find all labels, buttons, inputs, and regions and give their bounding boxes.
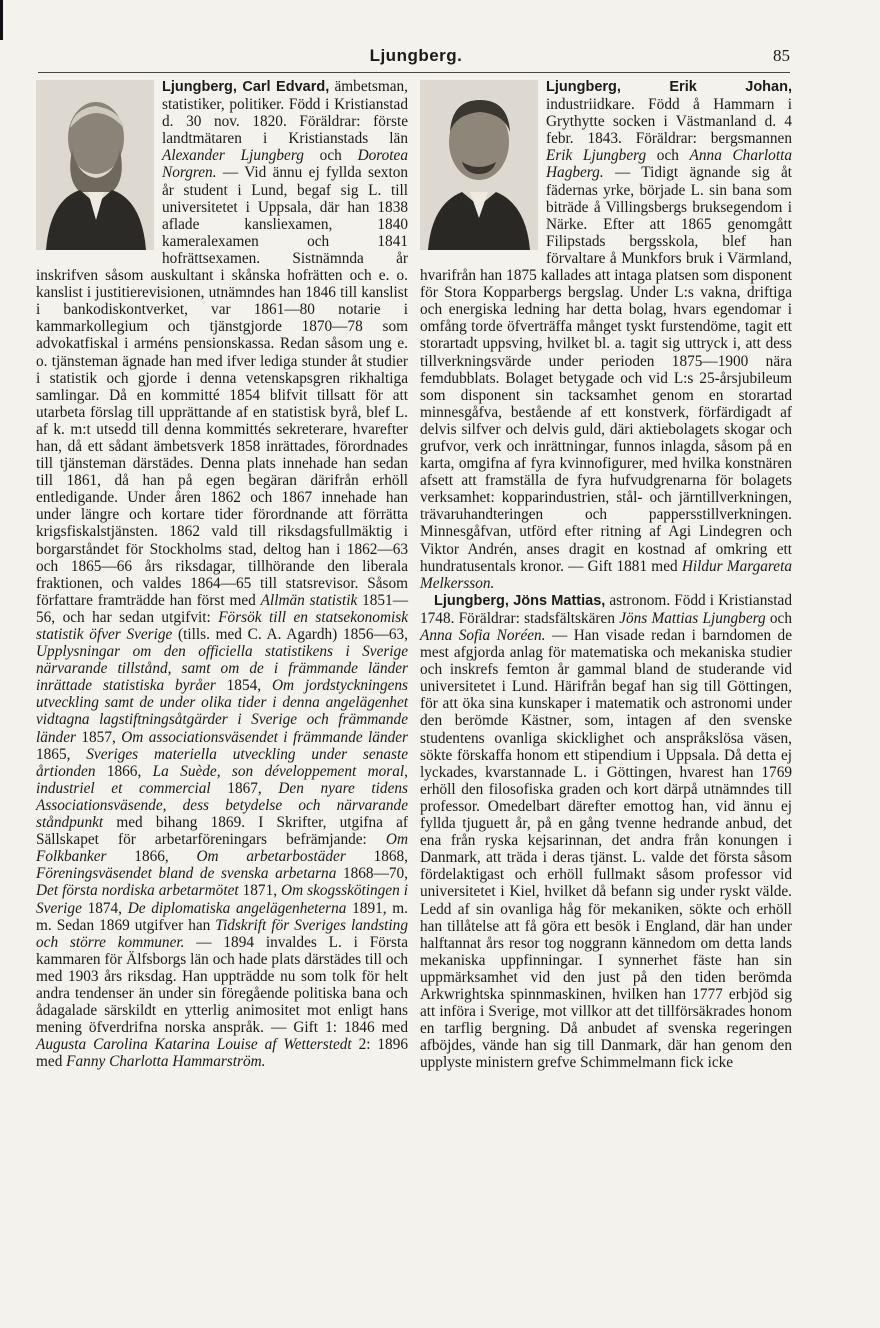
entry-italic: Alexander Ljungberg [162, 147, 304, 165]
entry-text: — Tidigt ägnande sig åt fädernas yrke, började L. sin bana som biträde å Villingsbergs bruksegendom i Närke. Efter att 1865 genomgått Filipstads bergsskola, blef han förvaltare å Munkfors bruk i Värmland, hvarifrån han 1875 kallades att intaga platsen som disponent för Stora Kopparbergs bergslag. Under L:s vakna, driftiga och energiska ledning har detta bolag, hvars egendomar i omfång torde öfverträffa månget tyskt furstendöme, tagit ett storartadt uppsving, hvilket bl. a. tagit sig uttryck i, att dess tillverkningsvärde under perioden 1875—1900 nära femdubblats. Bolaget betygade och vid L:s 25-årsjubileum som disponent sin tacksamhet genom en storartad minnesgåfva, bestående af ett konstverk, förfärdigadt af delvis silfver och delvis guld, däri aktiebolagets skogar och grufvor, verk och inrättningar, funnos inlagda, såsom på en karta, omgifna af fyra kvinnofigurer, med hvilka konstnären afsett att framställa de fyra hufvudgrenarna för bolagets verksamhet: kopparindustrien, stål- och järntillverkningen, trävaruhandteringen och pappersstillverkningen. Minnesgåfvan, utförd efter ritning af Agi Lindegren och Viktor Andrén, anses dragit en kostnad af omkring ett hundratusentals kronor. — Gift 1881 med [420, 164, 792, 575]
portrait-carl-edvard-image [36, 80, 154, 250]
entry-text: 1874, [81, 899, 128, 917]
entry-name-jons-mattias: Ljungberg, Jöns Mattias, [434, 592, 606, 609]
entry-text: — 1894 invaldes L. i Första kammaren för Älfsborgs län och hade plats därstädes till och med 1903 års riksdag. Han uppträdde nu som tolk för helt andra tendenser än under sin föregående politiska bana och ådagalade särskildt en ytterlig animositet mot enligt hans mening öfverdrifna norska anspråk. — Gift 1: 1846 med [36, 933, 408, 1037]
entry-text: 1865, [36, 745, 87, 763]
entry-italic: Det första nordiska arbetarmötet [36, 882, 239, 900]
entry-text: och [303, 147, 358, 165]
entry-text: astronom. Född i Kristianstad 1748. Föräldrar: stadsfältskären [420, 591, 792, 627]
portrait-erik-johan-image [420, 80, 538, 250]
entry-italic: Augusta Carolina Katarina Louise af Wetterstedt [36, 1036, 352, 1054]
entry-text: 1868—70, [336, 865, 408, 883]
header-rule [38, 72, 790, 73]
entry-italic: Fanny Charlotta Hammarström. [66, 1053, 266, 1071]
entry-text: 1854, [215, 677, 272, 695]
entry-text: 1891, m. m. Sedan 1869 utgifver han [36, 899, 408, 934]
entry-italic: Upplysningar om den officiella statistikens i Sverige närvarande tillstånd, samt om de i främmande länder inrättade statistiska byråer [36, 643, 408, 695]
portrait-carl-edvard [36, 80, 154, 250]
entry-text: 1866, [106, 848, 197, 866]
entry-name-carl-edvard: Ljungberg, Carl Edvard, [162, 79, 330, 95]
entry-italic: Jöns Mattias Ljungberg [619, 609, 766, 627]
entry-italic: Dorotea Norgren. [162, 147, 408, 182]
entry-italic: Den nyare tidens Associationsväsende, dess betydelse och närvarande ståndpunkt [36, 779, 408, 832]
entry-italic: Om associationsväsendet i främmande länder [121, 728, 408, 746]
entry-name-erik-johan: Ljungberg, Erik Johan, [546, 79, 792, 95]
entry-text: 1851—56, och har sedan utgifvit: [36, 591, 408, 626]
entry-italic: Anna Sofia Noréen. [420, 627, 546, 644]
entry-italic: Föreningsväsendet bland de svenska arbetarna [36, 865, 337, 883]
page-number: 85 [773, 46, 790, 65]
entry-italic: Om skogsskötingen i Sverige [36, 882, 408, 917]
entry-italic: Försök till en statsekonomisk statistik öfver Sverige [36, 608, 408, 643]
entry-text: — Vid ännu ej fyllda sexton år student i Lund, begaf sig L. till universitetet i Uppsala, där han 1838 aflade kansliexamen, 1840 kameralexamen och 1841 hofrättsexamen. Sistnämnda år inskrifven såsom auskultant i skånska hofrätten och e. o. kanslist i justitierevisionen, utnämndes han 1846 till kanslist i bankodiskontverket, var 1861—80 notarie i kammarkollegium och tjänstgjorde 1870—78 som advokatfiskal i arméns pensionskassa. Redan såsom ung e. o. tjänsteman ägnade han med ifver lediga stunder åt studier i statistik och gjorde i denna vetenskapsgren rikhaltiga samlingar. Då en kommitté 1854 blifvit tillsatt för att utarbeta förslag till upprättande af en statistisk byrå, blef L. af k. m:t utsedd till denna kommittés sekreterare, hvarefter han, då ett sådant ämbetsverk 1858 inrättades, förordnades till tjänsteman därstädes. Denna plats innehade han sedan till 1861, då han på egen begäran därifrån erhöll entledigande. Under åren 1862 och 1867 innehade han under längre och kortare tider förordnande att förrätta krigsfiskalstjänsten. 1862 vald till riksdagsfullmäktig i borgarståndet för Stockholms stad, deltog han i 1862—63 och 1865—66 års riksdagar, tillhörande den liberala fraktionen, och valdes 1864—65 till statsrevisor. Såsom författare framträdde han först med [36, 164, 408, 609]
portrait-erik-johan [420, 80, 538, 250]
scan-edge-mark [0, 0, 3, 40]
entry-text: 1857, [75, 728, 122, 746]
entry-italic: Allmän statistik [260, 591, 358, 609]
entry-text: ämbetsman, statistiker, politiker. Född i Kristianstad d. 30 nov. 1820. Föräldrar: förste landtmätaren i Kristianstads län [162, 78, 408, 148]
entry-text: 2: 1896 med [36, 1036, 408, 1071]
entry-italic: Om arbetarbostäder [196, 848, 346, 866]
entry-italic: La Suède, son développement moral, industriel et commercial [36, 762, 408, 797]
entry-italic: Om jordstyckningens utveckling samt de under olika tider i denna angelägenhet vidtagna lagstiftningsåtgärder i Sverige och främmande länder [36, 677, 408, 746]
page-header [36, 46, 796, 70]
left-column [36, 78, 408, 1070]
entry-text: och [765, 609, 792, 627]
entry-text: industriidkare. Född å Hammarn i Grythytte socken i Västmanland d. 4 febr. 1843. Föräldrar: bergsmannen [546, 96, 792, 148]
entry-text: 1867, [210, 779, 279, 797]
entry-italic: Sveriges materiella utveckling under senaste årtionden [36, 745, 408, 780]
entry-italic: Erik Ljungberg [546, 147, 647, 165]
entry-text: 1866, [95, 762, 153, 780]
entry-italic: Tidskrift för Sveriges landsting och större kommuner. [36, 916, 408, 951]
entry-text: — Han visade redan i barndomen de mest afgjorda anlag för matematiska och mekaniska studier och inskrefs femton år gammal bland de studerande vid universitetet i Lund. Härifrån begaf han sig till Göttingen, för att öka sina kunskaper i matematik och astronomi under den berömde Kästner, som, intagen af den svenske studentens ovanliga skicklighet och anspråkslösa väsen, sökte förskaffa honom ett stipendium i Uppsala. Då detta ej lyckades, kvarstannade L. i Göttingen, hvarest han 1769 erhöll den filosofiska graden och kort därpå utnämndes till professor. Omedelbart därefter emottog han, vid ännu ej fyllda tjuguett år, på en gång tvenne hedrande anbud, det ena från ryska kejsarinnan, det andra från konungen i Danmark, att träda i deras tjänst. L. valde det första såsom fördelaktigast och erhöll fullmakt såsom professor vid universitetet i Kiel, hvilket då befann sig under ryskt välde. Ledd af sin ovanliga håg för mekaniken, sökte och erhöll han tillåtelse att få göra ett besök i England, där han under halftannat års resor tog noggrann kännedom om detta lands mekaniska uppfinningar. I synnerhet fäste han sin uppmärksamhet vid den just på den tiden berömda Arkwrightska spinnmaskinen, hvilken han 1777 erbjöd sig att införa i Sverige, mot villkor att det tillförsäkrades honom en tarflig bergning. Då anbudet af svenska regeringen afböjdes, vände han sig till Danmark, där han genom den upplyste ministern grefve Schimmelmann fick icke [420, 627, 792, 1072]
entry-italic: Hildur Margareta Melkersson. [420, 557, 792, 592]
entry-text: 1871, [238, 882, 282, 900]
entry-text: och [646, 147, 690, 165]
right-column [420, 78, 792, 1071]
entry-italic: Anna Charlotta Hagberg. [546, 147, 792, 182]
entry-text: med bihang 1869. I Skrifter, utgifna af Sällskapet för arbetarföreningars befrämjande: [36, 814, 408, 849]
entry-text: 1868, [345, 848, 408, 866]
entry-text: (tills. med C. A. Agardh) 1856—63, [172, 626, 408, 643]
page-title: Ljungberg. [369, 46, 463, 65]
entry-italic: Om Folkbanker [36, 831, 408, 866]
entry-italic: De diplomatiska angelägenheterna [127, 899, 347, 917]
